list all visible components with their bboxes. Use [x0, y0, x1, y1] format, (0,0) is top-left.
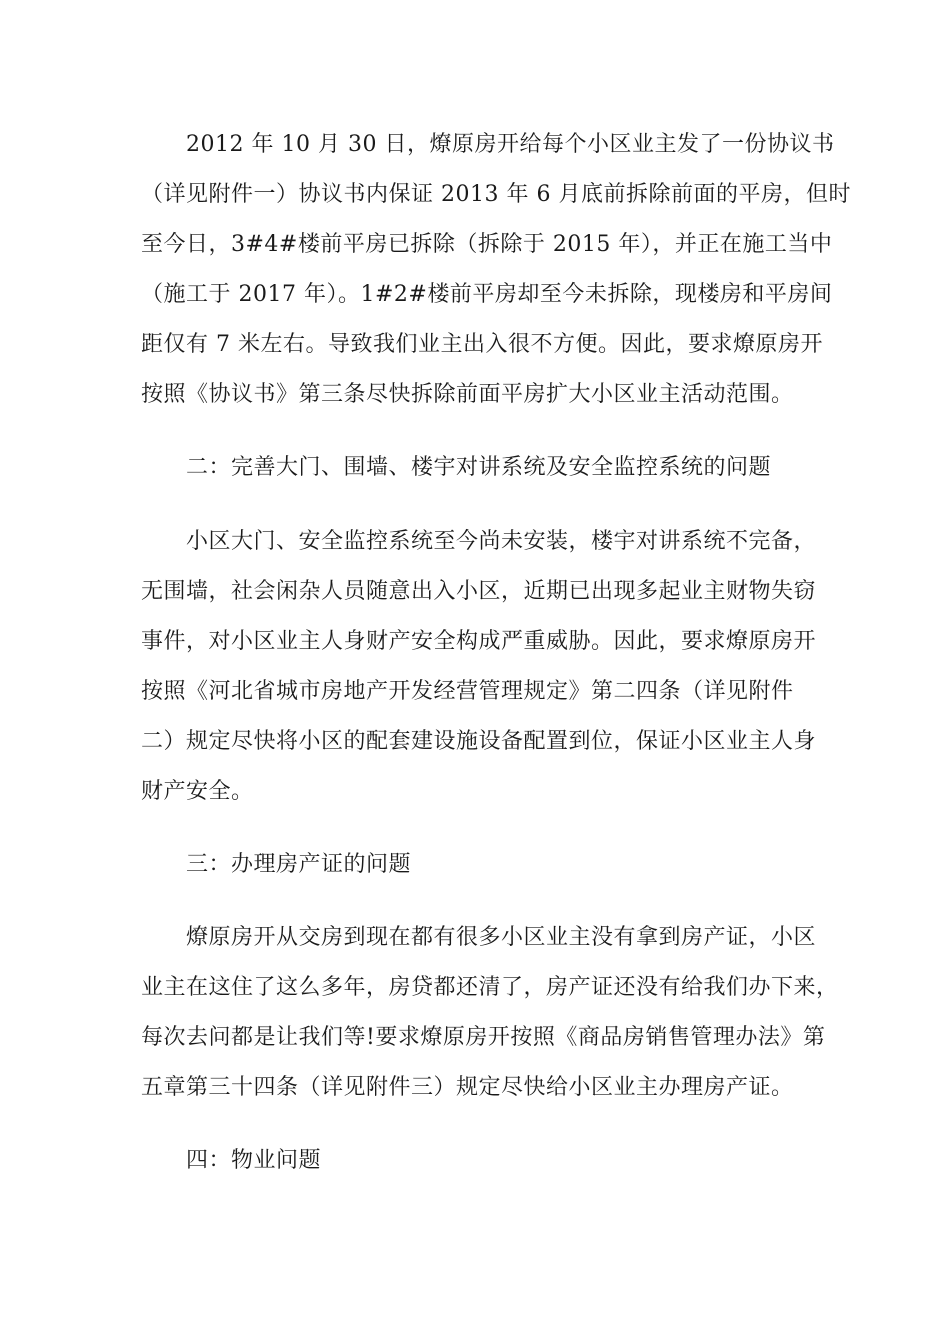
paragraph-line: 事件，对小区业主人身财产安全构成严重威胁。因此，要求燎原房开 — [141, 629, 817, 654]
section-heading-property-certificate: 三：办理房产证的问题 — [186, 852, 412, 877]
section-heading-property-management: 四：物业问题 — [186, 1148, 322, 1173]
paragraph-line: 距仅有 7 米左右。导致我们业主出入很不方便。因此，要求燎原房开 — [141, 332, 823, 357]
paragraph-line: 二）规定尽快将小区的配套建设施设备配置到位，保证小区业主人身 — [141, 729, 817, 754]
section-heading-gate-security: 二：完善大门、围墙、楼宇对讲系统及安全监控系统的问题 — [186, 455, 772, 480]
paragraph-line: 至今日，3#4#楼前平房已拆除（拆除于 2015 年），并正在施工当中 — [141, 232, 833, 257]
paragraph-line: （详见附件一）协议书内保证 2013 年 6 月底前拆除前面的平房，但时 — [141, 182, 851, 207]
paragraph-line: 2012 年 10 月 30 日，燎原房开给每个小区业主发了一份协议书 — [186, 132, 835, 157]
paragraph-line: （施工于 2017 年）。1#2#楼前平房却至今未拆除，现楼房和平房间 — [141, 282, 833, 307]
paragraph-line: 按照《协议书》第三条尽快拆除前面平房扩大小区业主活动范围。 — [141, 382, 794, 407]
paragraph-line: 燎原房开从交房到现在都有很多小区业主没有拿到房产证，小区 — [186, 925, 817, 950]
paragraph-line: 无围墙，社会闲杂人员随意出入小区，近期已出现多起业主财物失窃 — [141, 579, 817, 604]
paragraph-line: 财产安全。 — [141, 779, 254, 804]
paragraph-line: 小区大门、安全监控系统至今尚未安装，楼宇对讲系统不完备， — [186, 529, 817, 554]
paragraph-line: 每次去问都是让我们等!要求燎原房开按照《商品房销售管理办法》第 — [141, 1025, 826, 1050]
paragraph-line: 五章第三十四条（详见附件三）规定尽快给小区业主办理房产证。 — [141, 1075, 794, 1100]
paragraph-line: 按照《河北省城市房地产开发经营管理规定》第二四条（详见附件 — [141, 679, 794, 704]
paragraph-line: 业主在这住了这么多年，房贷都还清了，房产证还没有给我们办下来， — [141, 975, 839, 1000]
